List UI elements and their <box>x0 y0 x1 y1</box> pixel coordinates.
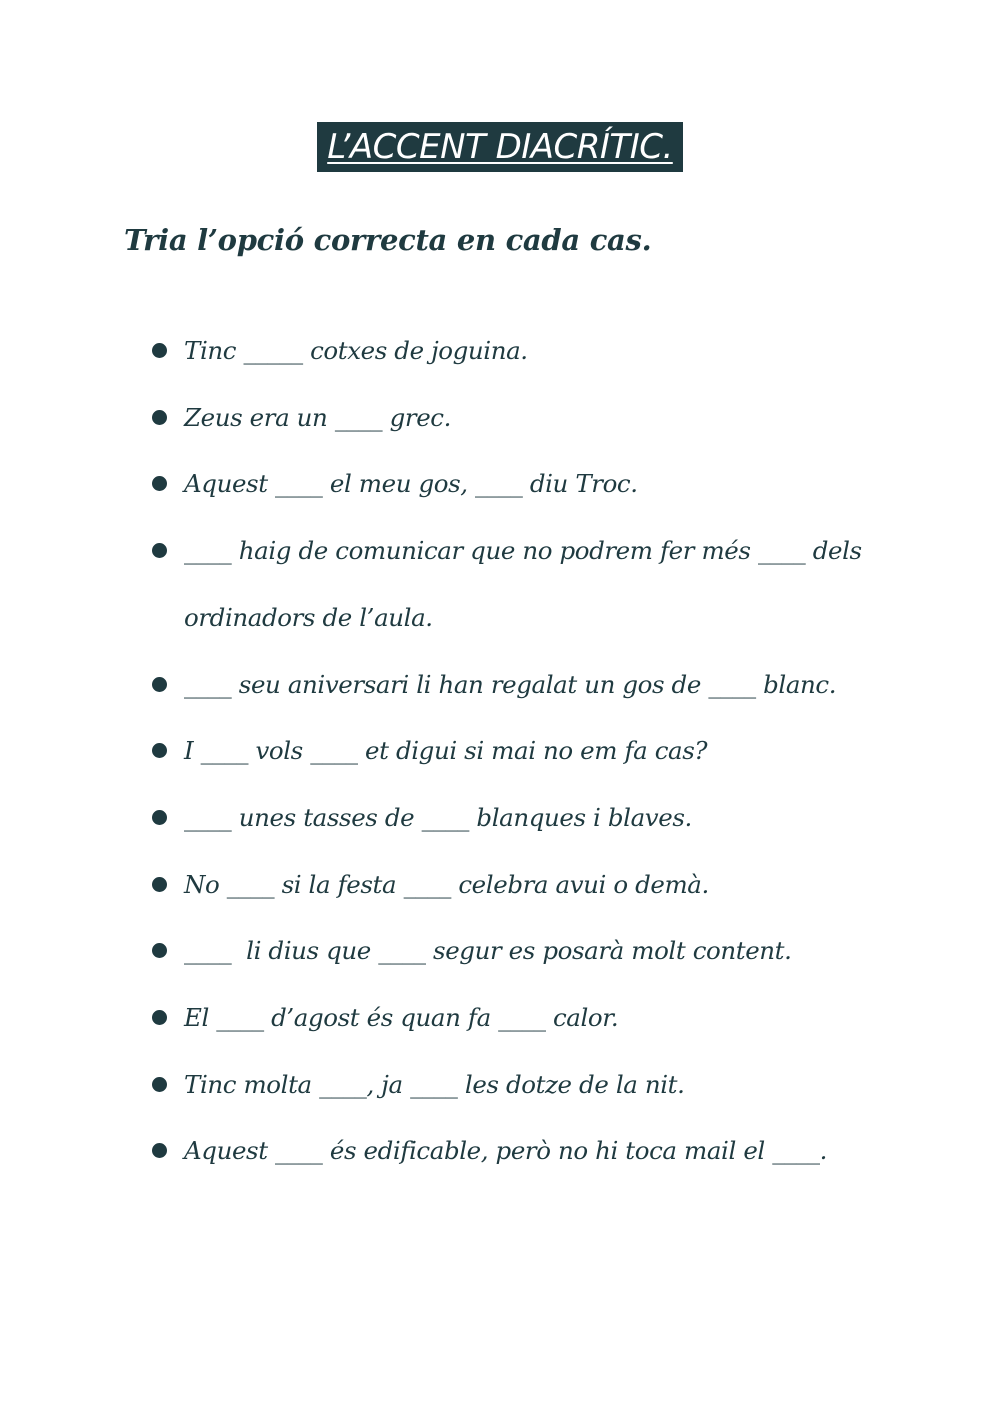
title-container <box>0 122 1000 172</box>
bullet-icon <box>152 677 167 692</box>
bullet-icon <box>152 743 167 758</box>
bullet-icon <box>152 476 167 491</box>
list-item <box>152 318 912 385</box>
exercise-sentence: Zeus era un ____ grec. <box>184 402 452 432</box>
exercise-sentence: ____ haig de comunicar que no podrem fer més ____ dels ordinadors de l’aula. <box>184 536 870 632</box>
list-item <box>152 1118 912 1185</box>
list-item <box>152 918 912 985</box>
exercise-sentence: Aquest ____ el meu gos, ____ diu Troc. <box>184 469 638 499</box>
exercise-sentence: I ____ vols ____ et digui si mai no em fa cas? <box>184 736 708 766</box>
bullet-icon <box>152 1143 167 1158</box>
list-item <box>152 718 912 785</box>
bullet-icon <box>152 410 167 425</box>
bullet-icon <box>152 1010 167 1025</box>
list-item <box>152 518 912 651</box>
bullet-icon <box>152 543 167 558</box>
bullet-icon <box>152 1077 167 1092</box>
page-title: L’ACCENT DIACRÍTIC. <box>317 122 683 172</box>
list-item <box>152 785 912 852</box>
exercise-sentence: ____ li dius que ____ segur es posarà molt content. <box>184 936 792 966</box>
exercise-sentence: Aquest ____ és edificable, però no hi toca mail el ____. <box>184 1136 828 1166</box>
exercise-sentence: No ____ si la festa ____ celebra avui o demà. <box>184 869 709 899</box>
exercise-sentence: Tinc _____ cotxes de joguina. <box>184 336 528 365</box>
bullet-icon <box>152 343 167 358</box>
bullet-icon <box>152 943 167 958</box>
list-item <box>152 985 912 1052</box>
bullet-icon <box>152 877 167 892</box>
exercise-list <box>152 318 912 1185</box>
bullet-icon <box>152 810 167 825</box>
exercise-sentence: El ____ d’agost és quan fa ____ calor. <box>184 1003 619 1033</box>
list-item <box>152 451 912 518</box>
instruction-heading: Tria l’opció correcta en cada cas. <box>124 223 652 257</box>
list-item <box>152 385 912 452</box>
exercise-sentence: ____ seu aniversari li han regalat un gos de ____ blanc. <box>184 669 837 699</box>
list-item <box>152 852 912 919</box>
exercise-sentence: Tinc molta ____, ja ____ les dotze de la nit. <box>184 1069 685 1099</box>
list-item <box>152 652 912 719</box>
exercise-sentence: ____ unes tasses de ____ blanques i blaves. <box>184 802 692 832</box>
list-item <box>152 1052 912 1119</box>
